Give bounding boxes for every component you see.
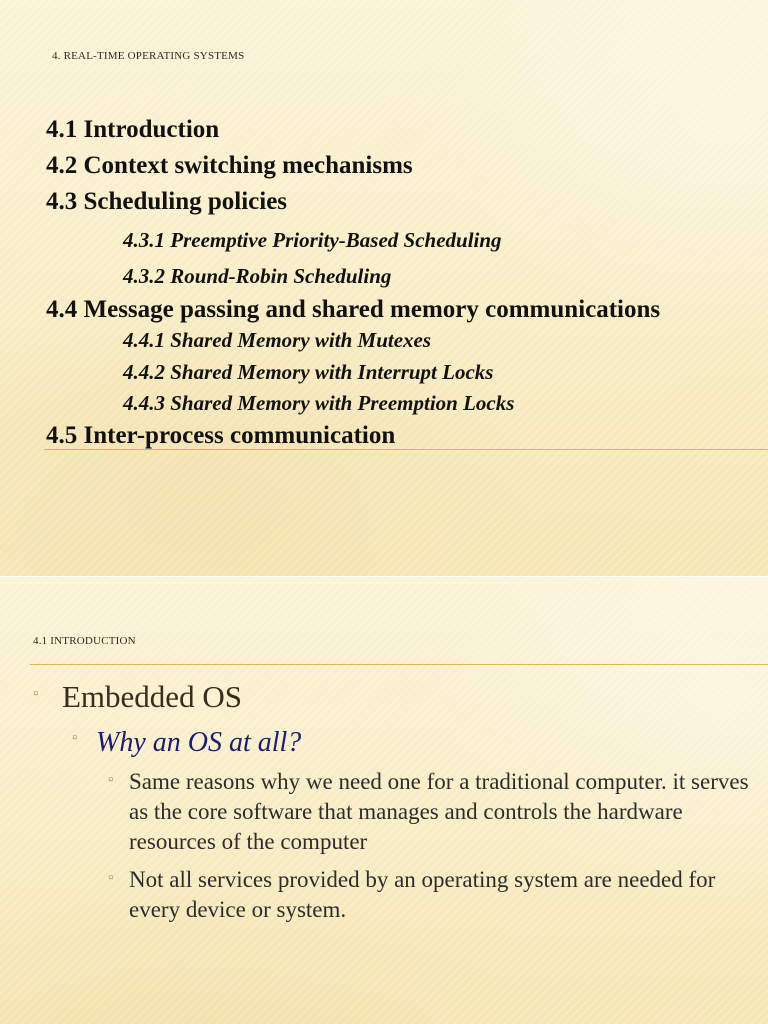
toc-subitem: 4.4.3 Shared Memory with Preemption Locks (123, 391, 515, 415)
toc-item: 4.2 Context switching mechanisms (46, 152, 413, 179)
bullet-level1: Embedded OS (62, 679, 242, 714)
toc-subitem: 4.4.1 Shared Memory with Mutexes (123, 328, 432, 352)
divider-rule (30, 664, 768, 665)
square-bullet-icon: ▫ (33, 686, 39, 702)
slide-header: 4.1 INTRODUCTION (33, 635, 136, 647)
square-bullet-icon: ▫ (108, 870, 114, 886)
square-bullet-icon: ▫ (72, 730, 78, 746)
toc-item: 4.4 Message passing and shared memory communications (46, 296, 661, 323)
bullet-level2: Why an OS at all? (96, 727, 302, 758)
toc-subitem: 4.3.1 Preemptive Priority-Based Scheduling (123, 228, 502, 252)
bullet-level3: Same reasons why we need one for a traditional computer. it serves as the core software that manages and controls the hardware resources of the computer (129, 769, 749, 854)
toc-subitem: 4.3.2 Round-Robin Scheduling (123, 264, 392, 288)
toc-item: 4.5 Inter-process communication (46, 422, 396, 449)
toc-item: 4.1 Introduction (46, 116, 220, 143)
slide-header: 4. REAL-TIME OPERATING SYSTEMS (52, 50, 245, 62)
square-bullet-icon: ▫ (108, 772, 114, 788)
slide-introduction (0, 577, 768, 1024)
bullet-level3: Not all services provided by an operating system are needed for every device or system. (129, 867, 716, 922)
toc-item: 4.3 Scheduling policies (46, 188, 288, 215)
toc-subitem: 4.4.2 Shared Memory with Interrupt Locks (123, 360, 494, 384)
divider-rule (44, 449, 768, 450)
